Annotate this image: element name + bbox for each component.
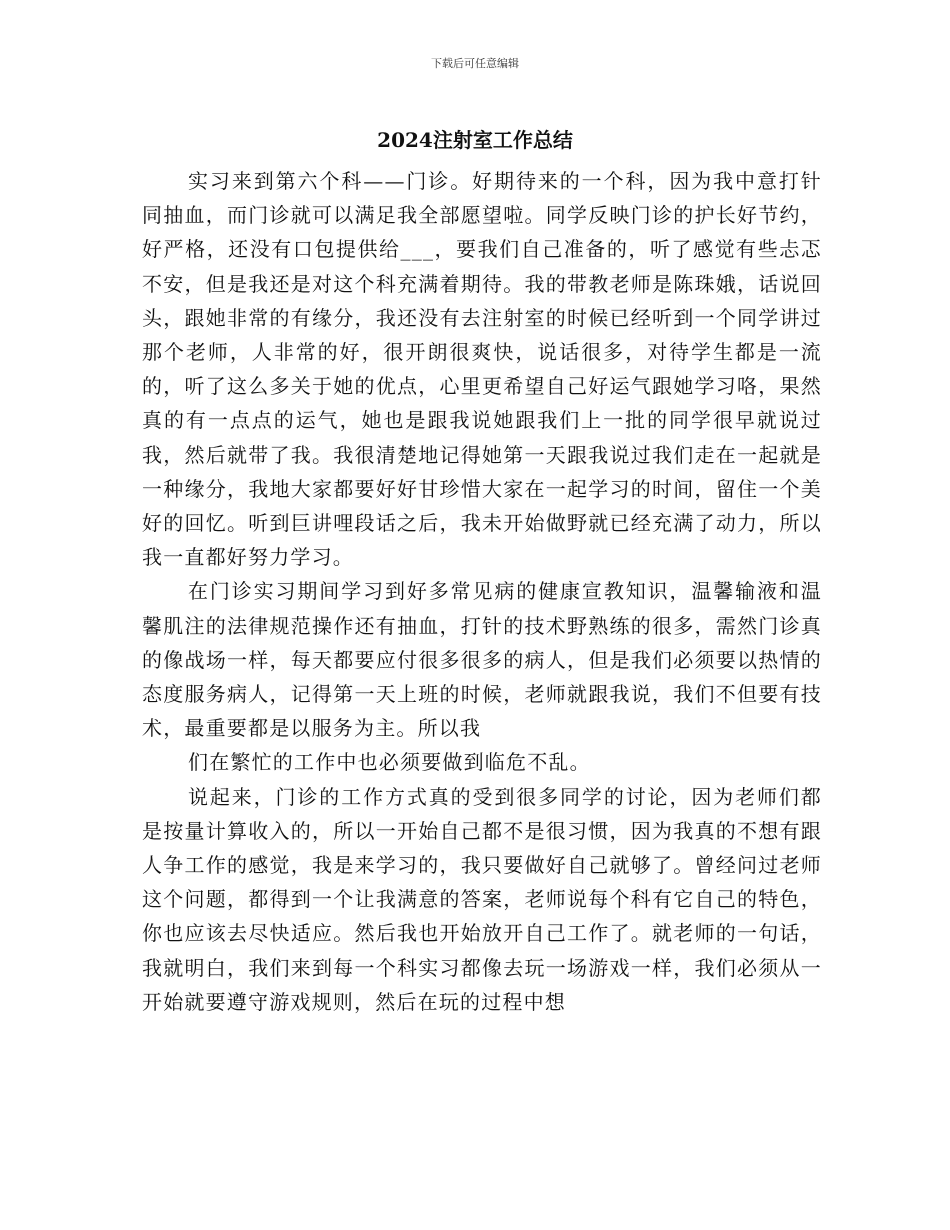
paragraph: 实习来到第六个科——门诊。好期待来的一个科，因为我中意打针同抽血，而门诊就可以满足我全部愿望啦。同学反映门诊的护长好节约，好严格，还没有口包提供给___，要我们自己准备的，听了感觉有些忐忑不安，但是我还是对这个科充满着期待。我的带教老师是陈珠娥，话说回头，跟她非常的有缘分，我还没有去注射室的时候已经听到一个同学讲过那个老师，人非常的好，很开朗很爽快，说话很多，对待学生都是一流的，听了这么多关于她的优点，心里更希望自己好运气跟她学习咯，果然真的有一点点的运气，她也是跟我说她跟我们上一批的同学很早就说过我，然后就带了我。我很清楚地记得她第一天跟我说过我们走在一起就是一种缘分，我地大家都要好好甘珍惜大家在一起学习的时间，留住一个美好的回忆。听到巨讲哩段话之后，我未开始做野就已经充满了动力，所以我一直都好努力学习。 [142,169,822,570]
paragraph: 们在繁忙的工作中也必须要做到临危不乱。 [188,750,591,775]
paragraph: 在门诊实习期间学习到好多常见病的健康宣教知识，温馨输液和温馨肌注的法律规范操作还有抽血，打针的技术野熟练的很多，需然门诊真的像战场一样，每天都要应付很多很多的病人，但是我们必须要以热情的态度服务病人，记得第一天上班的时候，老师就跟我说，我们不但要有技术，最重要都是以服务为主。所以我 [142,579,822,741]
page-title: 2024注射室工作总结 [377,128,573,152]
document-body [142,164,822,1019]
header-note: 下载后可任意编辑 [431,57,519,70]
paragraph: 说起来，门诊的工作方式真的受到很多同学的讨论，因为老师们都是按量计算收入的，所以一开始自己都不是很习惯，因为我真的不想有跟人争工作的感觉，我是来学习的，我只要做好自己就够了。曾经问过老师这个问题，都得到一个让我满意的答案，老师说每个科有它自己的特色，你也应该去尽快适应。然后我也开始放开自己工作了。就老师的一句话，我就明白，我们来到每一个科实习都像去玩一场游戏一样，我们必须从一开始就要遵守游戏规则，然后在玩的过程中想 [142,784,822,1014]
